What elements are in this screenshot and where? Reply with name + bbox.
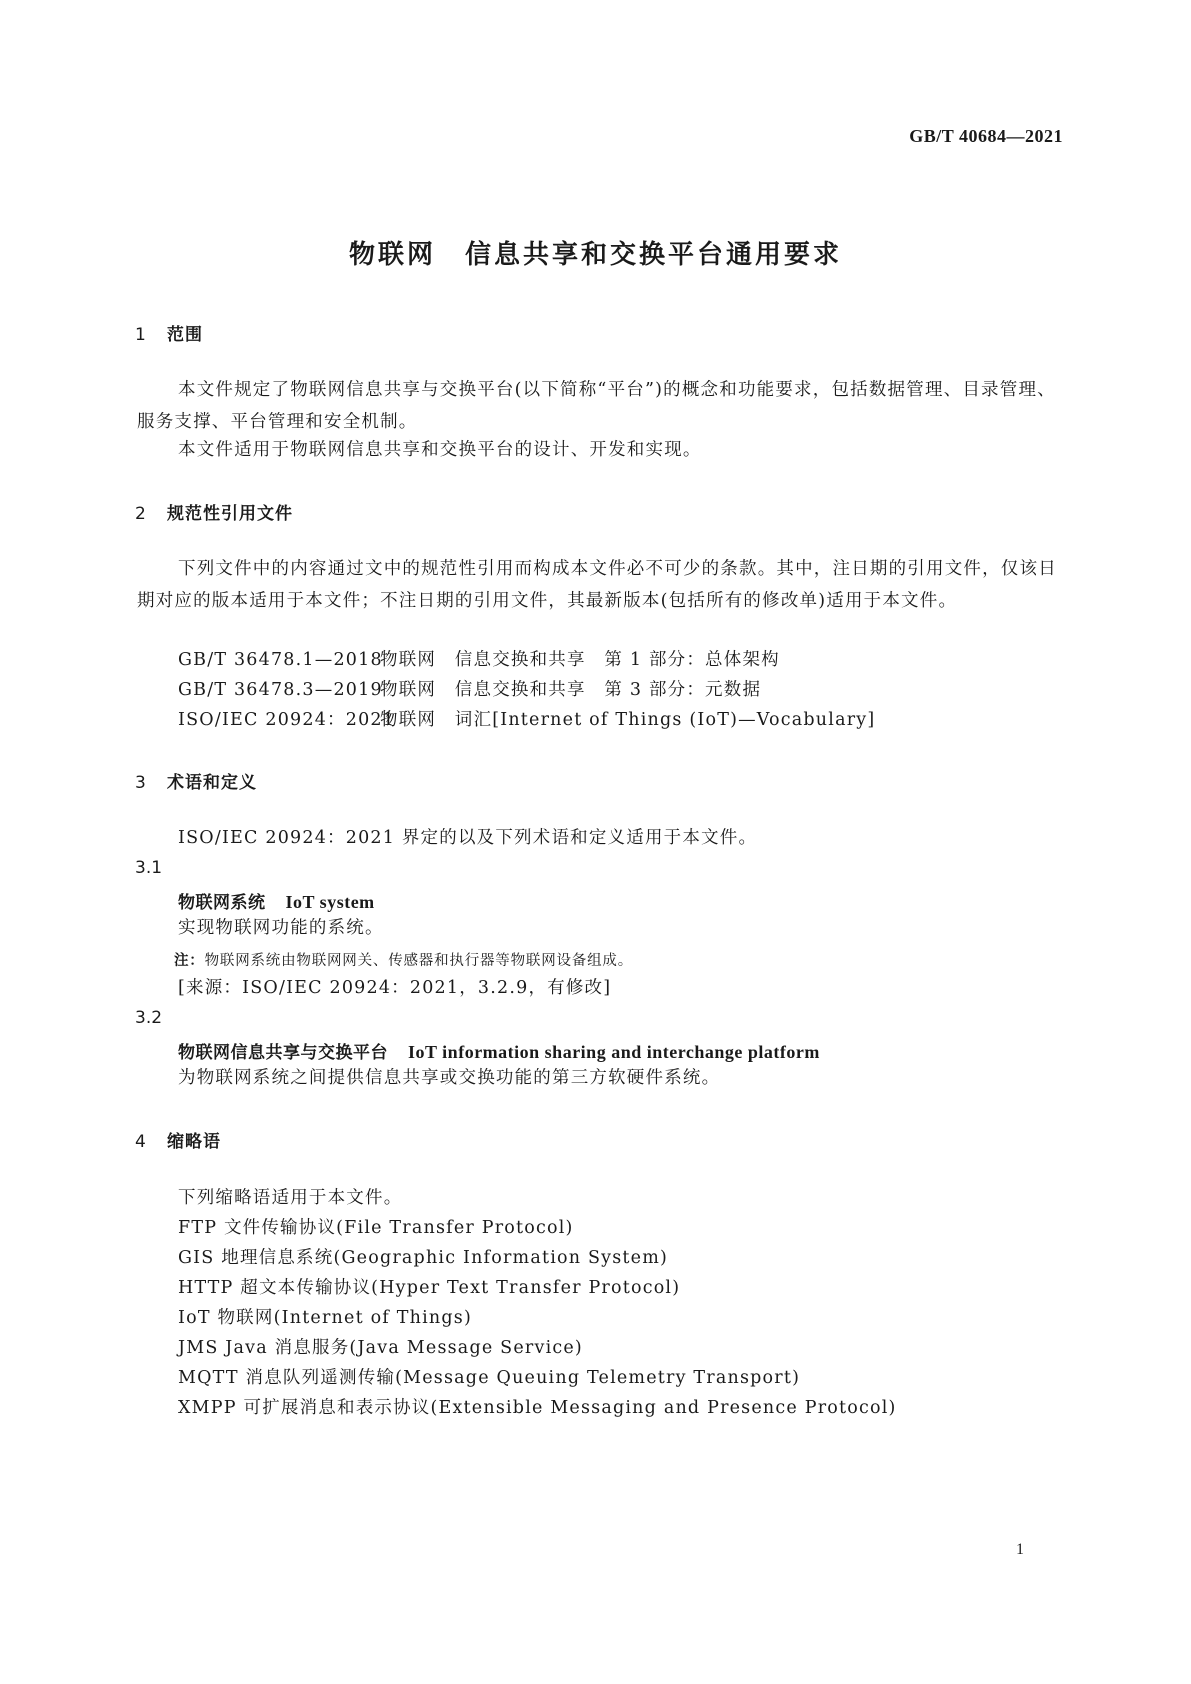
abbreviation-item: GIS 地理信息系统(Geographic Information System) xyxy=(178,1248,669,1268)
page-number: 1 xyxy=(1016,1541,1024,1558)
abbreviation-item: MQTT 消息队列遥测传输(Message Queuing Telemetry Transport) xyxy=(178,1368,801,1388)
section-title: 缩略语 xyxy=(167,1132,221,1152)
terms-intro: ISO/IEC 20924：2021 界定的以及下列术语和定义适用于本文件。 xyxy=(178,828,758,848)
abbreviation-item: IoT 物联网(Internet of Things) xyxy=(178,1308,472,1328)
term-heading xyxy=(178,1038,820,1063)
reference-title: 物联网 信息交换和共享 第 1 部分：总体架构 xyxy=(380,650,780,670)
term-definition: 为物联网系统之间提供信息共享或交换功能的第三方软硬件系统。 xyxy=(178,1068,721,1088)
abbreviations-intro: 下列缩略语适用于本文件。 xyxy=(178,1188,403,1208)
note-label: 注： xyxy=(174,952,205,969)
section-number: 2 xyxy=(135,504,147,524)
section-title: 范围 xyxy=(167,325,203,345)
normative-intro: 下列文件中的内容通过文中的规范性引用而构成本文件必不可少的条款。其中，注日期的引用文件，仅该日期对应的版本适用于本文件；不注日期的引用文件，其最新版本(包括所有的修改单)适用于本文件。 xyxy=(137,559,1057,611)
section-number: 1 xyxy=(135,325,147,345)
reference-item xyxy=(178,674,761,706)
reference-code: ISO/IEC 20924：2021 xyxy=(178,710,396,730)
term-english: IoT system xyxy=(285,892,375,912)
section-title: 规范性引用文件 xyxy=(167,504,293,524)
term-source: [来源：ISO/IEC 20924：2021，3.2.9，有修改] xyxy=(178,978,612,998)
reference-item xyxy=(178,644,780,676)
abbreviation-item: JMS Java 消息服务(Java Message Service) xyxy=(178,1338,583,1358)
standard-number: GB/T 40684—2021 xyxy=(909,126,1063,146)
section-number: 3 xyxy=(135,773,147,793)
section-heading-scope xyxy=(135,320,203,345)
reference-title: 物联网 信息交换和共享 第 3 部分：元数据 xyxy=(380,680,762,700)
reference-title: 物联网 词汇[Internet of Things (IoT)—Vocabulary] xyxy=(380,710,876,730)
reference-code: GB/T 36478.3—2019 xyxy=(178,680,383,700)
term-note xyxy=(174,949,633,970)
document-title: 物联网 信息共享和交换平台通用要求 xyxy=(348,240,842,270)
note-text: 物联网系统由物联网网关、传感器和执行器等物联网设备组成。 xyxy=(204,953,634,969)
section-title: 术语和定义 xyxy=(167,773,257,793)
section-heading-terms xyxy=(135,768,257,793)
term-number: 3.1 xyxy=(135,858,163,878)
section-heading-normative-references xyxy=(135,499,293,524)
term-chinese: 物联网系统 xyxy=(178,893,266,913)
abbreviation-item: HTTP 超文本传输协议(Hyper Text Transfer Protocol) xyxy=(178,1278,681,1298)
term-english: IoT information sharing and interchange platform xyxy=(408,1042,820,1062)
term-chinese: 物联网信息共享与交换平台 xyxy=(178,1043,388,1063)
term-definition: 实现物联网功能的系统。 xyxy=(178,918,384,938)
scope-paragraph-1: 本文件规定了物联网信息共享与交换平台(以下简称“平台”)的概念和功能要求，包括数据管理、目录管理、服务支撑、平台管理和安全机制。 xyxy=(137,380,1056,432)
abbreviation-item: XMPP 可扩展消息和表示协议(Extensible Messaging and Presence Protocol) xyxy=(178,1398,897,1418)
term-number: 3.2 xyxy=(135,1008,163,1028)
scope-paragraph-2: 本文件适用于物联网信息共享和交换平台的设计、开发和实现。 xyxy=(178,440,702,460)
abbreviation-item: FTP 文件传输协议(File Transfer Protocol) xyxy=(178,1218,574,1238)
section-heading-abbreviations xyxy=(135,1127,221,1152)
term-heading xyxy=(178,888,375,913)
section-number: 4 xyxy=(135,1132,147,1152)
reference-code: GB/T 36478.1—2018 xyxy=(178,650,383,670)
reference-item xyxy=(178,704,875,736)
